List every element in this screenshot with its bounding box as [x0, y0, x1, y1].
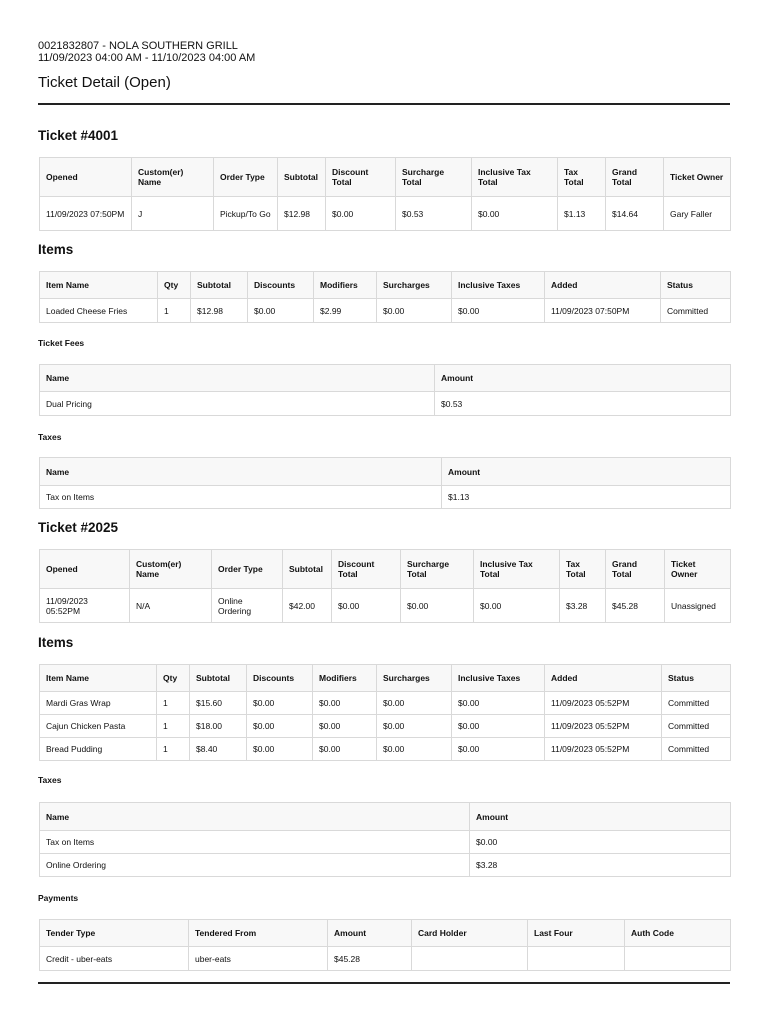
payments-table	[39, 919, 731, 971]
table-cell	[412, 947, 528, 971]
table-cell: Gary Faller	[664, 197, 731, 231]
column-header: Inclusive Tax Total	[472, 158, 558, 197]
table-cell: 1	[157, 715, 190, 738]
table-cell: Dual Pricing	[40, 392, 435, 416]
table-cell: $0.00	[313, 738, 377, 761]
column-header: Modifiers	[314, 272, 377, 299]
table-cell: $3.28	[470, 854, 731, 877]
table-cell: $0.00	[452, 692, 545, 715]
column-header: Custom(er) Name	[132, 158, 214, 197]
table-cell: $45.28	[328, 947, 412, 971]
column-header: Tax Total	[558, 158, 606, 197]
taxes-table	[39, 802, 731, 877]
payments-heading: Payments	[38, 893, 79, 903]
taxes-table	[39, 457, 731, 509]
table-cell: Loaded Cheese Fries	[40, 299, 158, 323]
column-header: Order Type	[212, 550, 283, 589]
table-cell: Cajun Chicken Pasta	[40, 715, 157, 738]
column-header: Card Holder	[412, 920, 528, 947]
table-cell: 11/09/2023 05:52PM	[40, 589, 130, 623]
table-cell: Unassigned	[665, 589, 731, 623]
column-header: Subtotal	[278, 158, 326, 197]
table-cell: 11/09/2023 05:52PM	[545, 715, 662, 738]
table-cell	[625, 947, 731, 971]
column-header: Ticket Owner	[664, 158, 731, 197]
table-cell: $0.00	[401, 589, 474, 623]
table-cell: Committed	[662, 692, 731, 715]
column-header: Status	[661, 272, 731, 299]
table-cell: 11/09/2023 05:52PM	[545, 692, 662, 715]
table-cell: $45.28	[606, 589, 665, 623]
table-cell: N/A	[130, 589, 212, 623]
column-header: Modifiers	[313, 665, 377, 692]
table-row	[40, 692, 731, 715]
column-header: Amount	[328, 920, 412, 947]
table-cell: Pickup/To Go	[214, 197, 278, 231]
items-table	[39, 271, 731, 323]
table-cell: $0.00	[377, 692, 452, 715]
table-row	[40, 392, 731, 416]
table-cell: $3.28	[560, 589, 606, 623]
table-row	[40, 715, 731, 738]
column-header: Subtotal	[190, 665, 247, 692]
table-cell: Mardi Gras Wrap	[40, 692, 157, 715]
column-header: Item Name	[40, 272, 158, 299]
table-row	[40, 854, 731, 877]
column-header: Surcharge Total	[401, 550, 474, 589]
ticket-summary-table	[39, 157, 731, 231]
column-header: Name	[40, 458, 442, 486]
column-header: Opened	[40, 550, 130, 589]
table-cell: $0.00	[332, 589, 401, 623]
table-row	[40, 197, 731, 231]
table-cell: $42.00	[283, 589, 332, 623]
column-header: Amount	[470, 803, 731, 831]
column-header: Tender Type	[40, 920, 189, 947]
table-cell: Tax on Items	[40, 831, 470, 854]
table-cell: $0.00	[313, 715, 377, 738]
table-row	[40, 738, 731, 761]
table-cell: Online Ordering	[212, 589, 283, 623]
column-header: Opened	[40, 158, 132, 197]
table-cell: $0.00	[452, 299, 545, 323]
table-row	[40, 589, 731, 623]
table-cell: $0.00	[377, 299, 452, 323]
table-cell: $15.60	[190, 692, 247, 715]
table-row	[40, 486, 731, 509]
header-divider	[38, 103, 730, 105]
table-cell: $14.64	[606, 197, 664, 231]
column-header: Grand Total	[606, 158, 664, 197]
column-header: Qty	[158, 272, 191, 299]
table-row	[40, 299, 731, 323]
column-header: Discounts	[247, 665, 313, 692]
column-header: Inclusive Tax Total	[474, 550, 560, 589]
table-cell: $1.13	[442, 486, 731, 509]
table-cell: 11/09/2023 07:50PM	[40, 197, 132, 231]
ticket-fees-heading: Ticket Fees	[38, 338, 85, 348]
table-cell: $0.00	[452, 715, 545, 738]
column-header: Added	[545, 665, 662, 692]
ticket-heading: Ticket #2025	[38, 520, 119, 535]
table-row	[40, 831, 731, 854]
column-header: Subtotal	[191, 272, 248, 299]
table-cell: Committed	[662, 715, 731, 738]
column-header: Ticket Owner	[665, 550, 731, 589]
column-header: Order Type	[214, 158, 278, 197]
table-cell: $0.00	[248, 299, 314, 323]
table-cell: J	[132, 197, 214, 231]
items-table	[39, 664, 731, 761]
table-cell: $2.99	[314, 299, 377, 323]
column-header: Status	[662, 665, 731, 692]
table-cell: $0.00	[470, 831, 731, 854]
table-cell: 11/09/2023 05:52PM	[545, 738, 662, 761]
table-cell: 1	[158, 299, 191, 323]
table-cell: 1	[157, 692, 190, 715]
table-cell: $0.53	[435, 392, 731, 416]
table-cell: $0.00	[474, 589, 560, 623]
table-cell: $0.00	[377, 738, 452, 761]
table-cell: $0.00	[313, 692, 377, 715]
column-header: Amount	[442, 458, 731, 486]
column-header: Discounts	[248, 272, 314, 299]
table-cell: $0.00	[247, 738, 313, 761]
column-header: Last Four	[528, 920, 625, 947]
column-header: Grand Total	[606, 550, 665, 589]
table-cell: $18.00	[190, 715, 247, 738]
table-cell: Committed	[662, 738, 731, 761]
ticket-fees-table	[39, 364, 731, 416]
table-cell: $0.00	[247, 692, 313, 715]
table-cell	[528, 947, 625, 971]
column-header: Qty	[157, 665, 190, 692]
ticket-summary-table	[39, 549, 731, 623]
column-header: Item Name	[40, 665, 157, 692]
table-cell: Tax on Items	[40, 486, 442, 509]
footer-divider	[38, 982, 730, 984]
column-header: Amount	[435, 365, 731, 392]
taxes-heading: Taxes	[38, 432, 62, 442]
table-cell: Online Ordering	[40, 854, 470, 877]
table-cell: Committed	[661, 299, 731, 323]
table-cell: $0.00	[452, 738, 545, 761]
table-cell: $8.40	[190, 738, 247, 761]
table-row	[40, 947, 731, 971]
column-header: Tax Total	[560, 550, 606, 589]
table-cell: $0.00	[247, 715, 313, 738]
table-cell: $1.13	[558, 197, 606, 231]
column-header: Tendered From	[189, 920, 328, 947]
table-cell: Credit - uber-eats	[40, 947, 189, 971]
table-cell: Bread Pudding	[40, 738, 157, 761]
column-header: Discount Total	[326, 158, 396, 197]
table-cell: $0.53	[396, 197, 472, 231]
column-header: Surcharges	[377, 665, 452, 692]
column-header: Name	[40, 803, 470, 831]
ticket-heading: Ticket #4001	[38, 128, 119, 143]
date-range: 11/09/2023 04:00 AM - 11/10/2023 04:00 AM	[38, 52, 256, 64]
table-cell: 1	[157, 738, 190, 761]
page-title: Ticket Detail (Open)	[38, 74, 171, 91]
column-header: Inclusive Taxes	[452, 665, 545, 692]
items-heading: Items	[38, 242, 74, 257]
column-header: Name	[40, 365, 435, 392]
table-cell: $12.98	[278, 197, 326, 231]
table-cell: $0.00	[326, 197, 396, 231]
table-cell: $0.00	[472, 197, 558, 231]
column-header: Inclusive Taxes	[452, 272, 545, 299]
taxes-heading: Taxes	[38, 775, 62, 785]
table-cell: uber-eats	[189, 947, 328, 971]
table-cell: $12.98	[191, 299, 248, 323]
items-heading: Items	[38, 635, 74, 650]
column-header: Discount Total	[332, 550, 401, 589]
column-header: Auth Code	[625, 920, 731, 947]
table-cell: $0.00	[377, 715, 452, 738]
column-header: Added	[545, 272, 661, 299]
store-name: 0021832807 - NOLA SOUTHERN GRILL	[38, 40, 238, 52]
column-header: Surcharge Total	[396, 158, 472, 197]
column-header: Custom(er) Name	[130, 550, 212, 589]
column-header: Subtotal	[283, 550, 332, 589]
table-cell: 11/09/2023 07:50PM	[545, 299, 661, 323]
column-header: Surcharges	[377, 272, 452, 299]
